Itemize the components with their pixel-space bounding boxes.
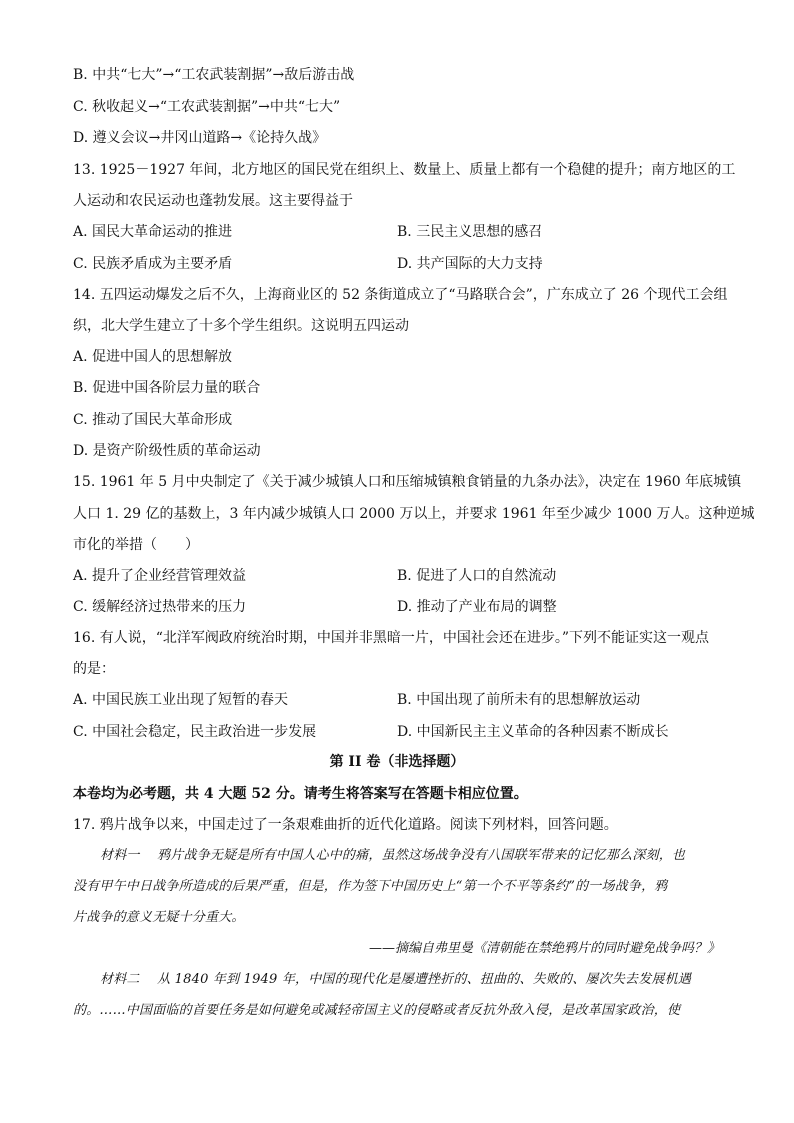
q15-stem-line-3: 市化的举措（ ）	[73, 537, 199, 553]
q17-stem: 17. 鸦片战争以来，中国走过了一条艰难曲折的近代化道路。阅读下列材料，回答问题。	[73, 817, 618, 833]
q17-material-1-line-3: 片战争的意义无疑十分重大。	[73, 910, 245, 925]
q17-material-2-line-1: 材料二 从 1840 年到 1949 年，中国的现代化是屡遭挫折的、扭曲的、失败的、屡次失去发展机遇	[100, 972, 692, 987]
q12-option-d[interactable]: D. 遵义会议→井冈山道路→《论持久战》	[73, 130, 327, 146]
q15-option-d[interactable]: D. 推动了产业布局的调整	[397, 599, 557, 615]
q12-option-b[interactable]: B. 中共“七大”→“工农武装割据”→敌后游击战	[73, 67, 355, 83]
q15-option-b[interactable]: B. 促进了人口的自然流动	[397, 568, 557, 584]
q13-stem-line-2: 人运动和农民运动也蓬勃发展。这主要得益于	[73, 193, 353, 209]
q17-material-1-line-1: 材料一 鸦片战争无疑是所有中国人心中的痛，虽然这场战争没有八国联军带来的记忆那么深刻，也	[100, 848, 686, 863]
q15-option-c[interactable]: C. 缓解经济过热带来的压力	[73, 599, 247, 615]
q16-option-b[interactable]: B. 中国出现了前所未有的思想解放运动	[397, 692, 641, 708]
q15-option-a[interactable]: A. 提升了企业经营管理效益	[73, 568, 247, 584]
q15-stem-line-1: 15. 1961 年 5 月中央制定了《关于减少城镇人口和压缩城镇粮食销量的九条办法》，决定在 1960 年底城镇	[73, 474, 742, 490]
q14-option-a[interactable]: A. 促进中国人的思想解放	[73, 349, 233, 365]
q16-option-d[interactable]: D. 中国新民主主义革命的各种因素不断成长	[397, 724, 669, 740]
q16-option-a[interactable]: A. 中国民族工业出现了短暂的春天	[73, 692, 289, 708]
section-2-instruction: 本卷均为必考题，共 4 大题 52 分。请考生将答案写在答题卡相应位置。	[73, 786, 528, 802]
q14-option-b[interactable]: B. 促进中国各阶层力量的联合	[73, 380, 261, 396]
q13-option-a[interactable]: A. 国民大革命运动的推进	[73, 224, 233, 240]
q14-option-d[interactable]: D. 是资产阶级性质的革命运动	[73, 443, 261, 459]
q13-stem-line-1: 13. 1925－1927 年间，北方地区的国民党在组织上、数量上、质量上都有一个稳健的提升；南方地区的工	[73, 162, 736, 178]
q12-option-c[interactable]: C. 秋收起义→“工农武装割据”→中共“七大”	[73, 99, 341, 115]
q13-option-b[interactable]: B. 三民主义思想的感召	[397, 224, 543, 240]
q16-stem-line-1: 16. 有人说，“北洋军阀政府统治时期，中国并非黑暗一片，中国社会还在进步。”下列不能证实这一观点	[73, 630, 710, 646]
q17-material-1-source: ——摘编自弗里曼《清朝能在禁绝鸦片的同时避免战争吗？》	[368, 941, 720, 956]
q14-stem-line-2: 织，北大学生建立了十多个学生组织。这说明五四运动	[73, 318, 409, 334]
q16-stem-line-2: 的是：	[73, 661, 115, 677]
q16-option-c[interactable]: C. 中国社会稳定，民主政治进一步发展	[73, 724, 317, 740]
q14-option-c[interactable]: C. 推动了国民大革命形成	[73, 412, 233, 428]
q13-option-c[interactable]: C. 民族矛盾成为主要矛盾	[73, 256, 233, 272]
q17-material-1-line-2: 没有甲午中日战争所造成的后果严重，但是，作为签下中国历史上“第一个不平等条约”的一场战争，鸦	[73, 879, 668, 894]
q15-stem-line-2: 人口 1. 29 亿的基数上，3 年内减少城镇人口 2000 万以上，并要求 1961 年至少减少 1000 万人。这种逆城	[73, 506, 755, 522]
q17-material-2-line-2: 的。……中国面临的首要任务是如何避免或减轻帝国主义的侵略或者反抗外敌入侵，是改革国家政治，使	[73, 1003, 681, 1018]
section-2-heading: 第 II 卷（非选择题）	[329, 754, 465, 770]
q14-stem-line-1: 14. 五四运动爆发之后不久，上海商业区的 52 条街道成立了“马路联合会”，广东成立了 26 个现代工会组	[73, 287, 728, 303]
q13-option-d[interactable]: D. 共产国际的大力支持	[397, 256, 543, 272]
